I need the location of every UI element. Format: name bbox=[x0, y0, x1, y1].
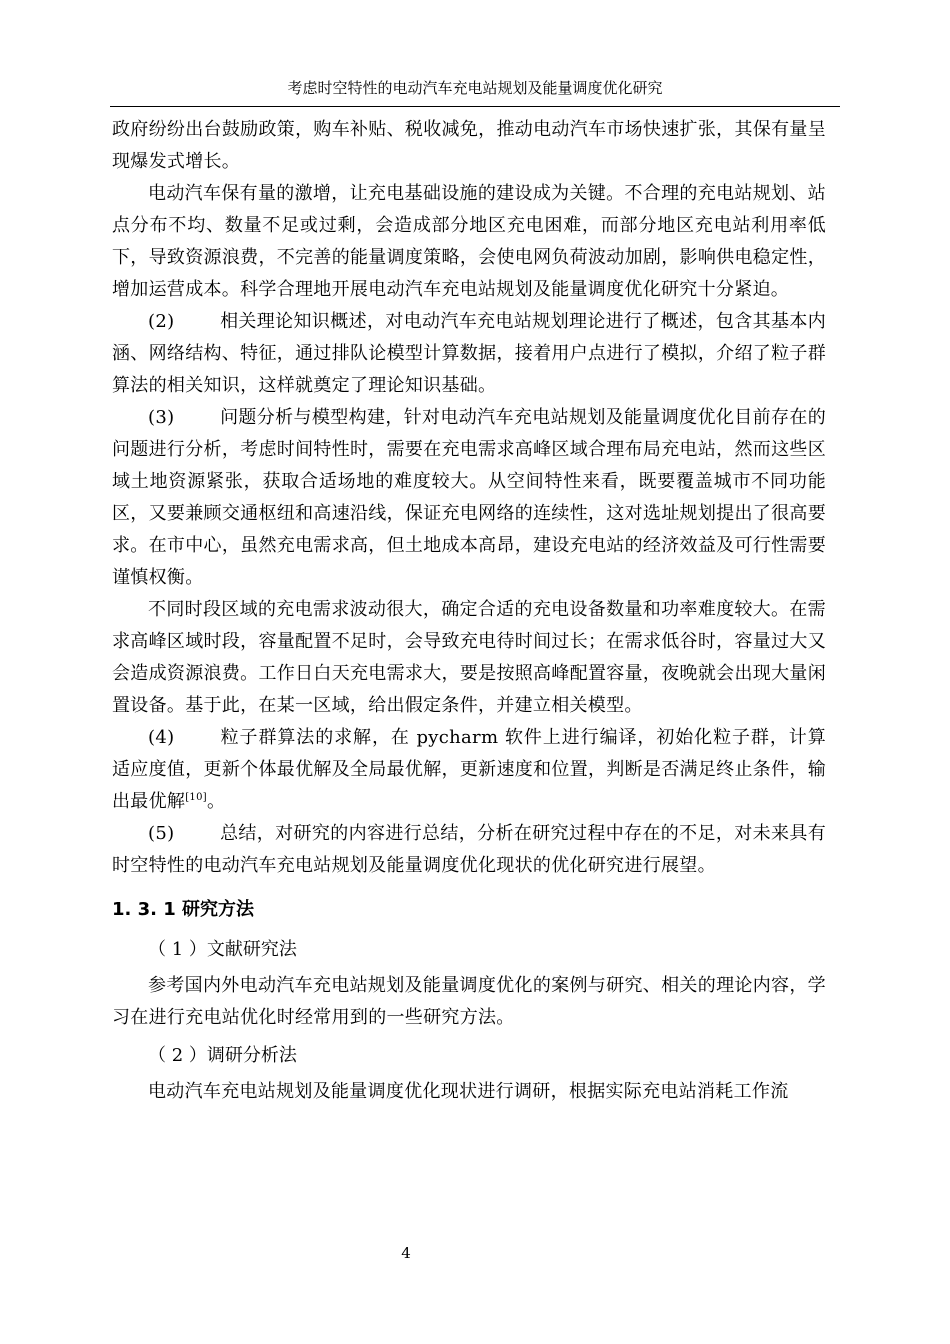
paragraph-item-5 bbox=[112, 818, 826, 882]
method-text-1: 参考国内外电动汽车充电站规划及能量调度优化的案例与研究、相关的理论内容，学习在进行充电站优化时经常用到的一些研究方法。 bbox=[112, 975, 826, 1028]
document-body bbox=[112, 114, 826, 1108]
item-text: 粒子群算法的求解，在 pycharm 软件上进行编译，初始化粒子群，计算适应度值，更新个体最优解及全局最优解，更新速度和位置，判断是否满足终止条件，输出最优解 bbox=[112, 727, 826, 812]
header-rule bbox=[110, 106, 840, 107]
paragraph-infrastructure: 电动汽车保有量的激增，让充电基础设施的建设成为关键。不合理的充电站规划、站点分布不均、数量不足或过剩，会造成部分地区充电困难，而部分地区充电站利用率低下，导致资源浪费，不完善的能量调度策略，会使电网负荷波动加剧，影响供电稳定性，增加运营成本。科学合理地开展电动汽车充电站规划及能量调度优化研究十分紧迫。 bbox=[112, 183, 826, 300]
item-number: (2) bbox=[148, 311, 175, 332]
page-header: 考虑时空特性的电动汽车充电站规划及能量调度优化研究 bbox=[287, 79, 663, 97]
item-number: (3) bbox=[148, 407, 175, 428]
item-text: 相关理论知识概述，对电动汽车充电站规划理论进行了概述，包含其基本内涵、网络结构、特征，通过排队论模型计算数据，接着用户点进行了模拟，介绍了粒子群算法的相关知识，这样就奠定了理论知识基础。 bbox=[112, 311, 826, 396]
method-text-2: 电动汽车充电站规划及能量调度优化现状进行调研，根据实际充电站消耗工作流 bbox=[148, 1081, 789, 1102]
method-title-1: （ 1 ）文献研究法 bbox=[148, 939, 297, 960]
section-heading: 1. 3. 1 研究方法 bbox=[112, 899, 255, 920]
paragraph-item-2 bbox=[112, 306, 826, 402]
method-title-2: （ 2 ）调研分析法 bbox=[148, 1045, 297, 1066]
item-text: 总结，对研究的内容进行总结，分析在研究过程中存在的不足，对未来具有时空特性的电动汽车充电站规划及能量调度优化现状的优化研究进行展望。 bbox=[112, 823, 826, 876]
page-number: 4 bbox=[401, 1244, 411, 1262]
paragraph-demand: 不同时段区域的充电需求波动很大，确定合适的充电设备数量和功率难度较大。在需求高峰区域时段，容量配置不足时，会导致充电待时间过长；在需求低谷时，容量过大又会造成资源浪费。工作日白天充电需求大，要是按照高峰配置容量，夜晚就会出现大量闲置设备。基于此，在某一区域，给出假定条件，并建立相关模型。 bbox=[112, 599, 826, 716]
item-number: (4) bbox=[148, 727, 175, 748]
item-number: (5) bbox=[148, 823, 175, 844]
citation-ref: [10] bbox=[185, 792, 207, 803]
item-text-end: 。 bbox=[206, 791, 226, 812]
item-text: 问题分析与模型构建，针对电动汽车充电站规划及能量调度优化目前存在的问题进行分析，考虑时间特性时，需要在充电需求高峰区域合理布局充电站，然而这些区域土地资源紧张，获取合适场地的难度较大。从空间特性来看，既要覆盖城市不同功能区，又要兼顾交通枢纽和高速沿线，保证充电网络的连续性，这对选址规划提出了很高要求。在市中心，虽然充电需求高，但土地成本高昂，建设充电站的经济效益及可行性需要谨慎权衡。 bbox=[112, 407, 826, 588]
paragraph-item-3 bbox=[112, 402, 826, 594]
paragraph-continued: 政府纷纷出台鼓励政策，购车补贴、税收减免，推动电动汽车市场快速扩张，其保有量呈现爆发式增长。 bbox=[112, 119, 826, 172]
paragraph-item-4 bbox=[112, 722, 826, 818]
